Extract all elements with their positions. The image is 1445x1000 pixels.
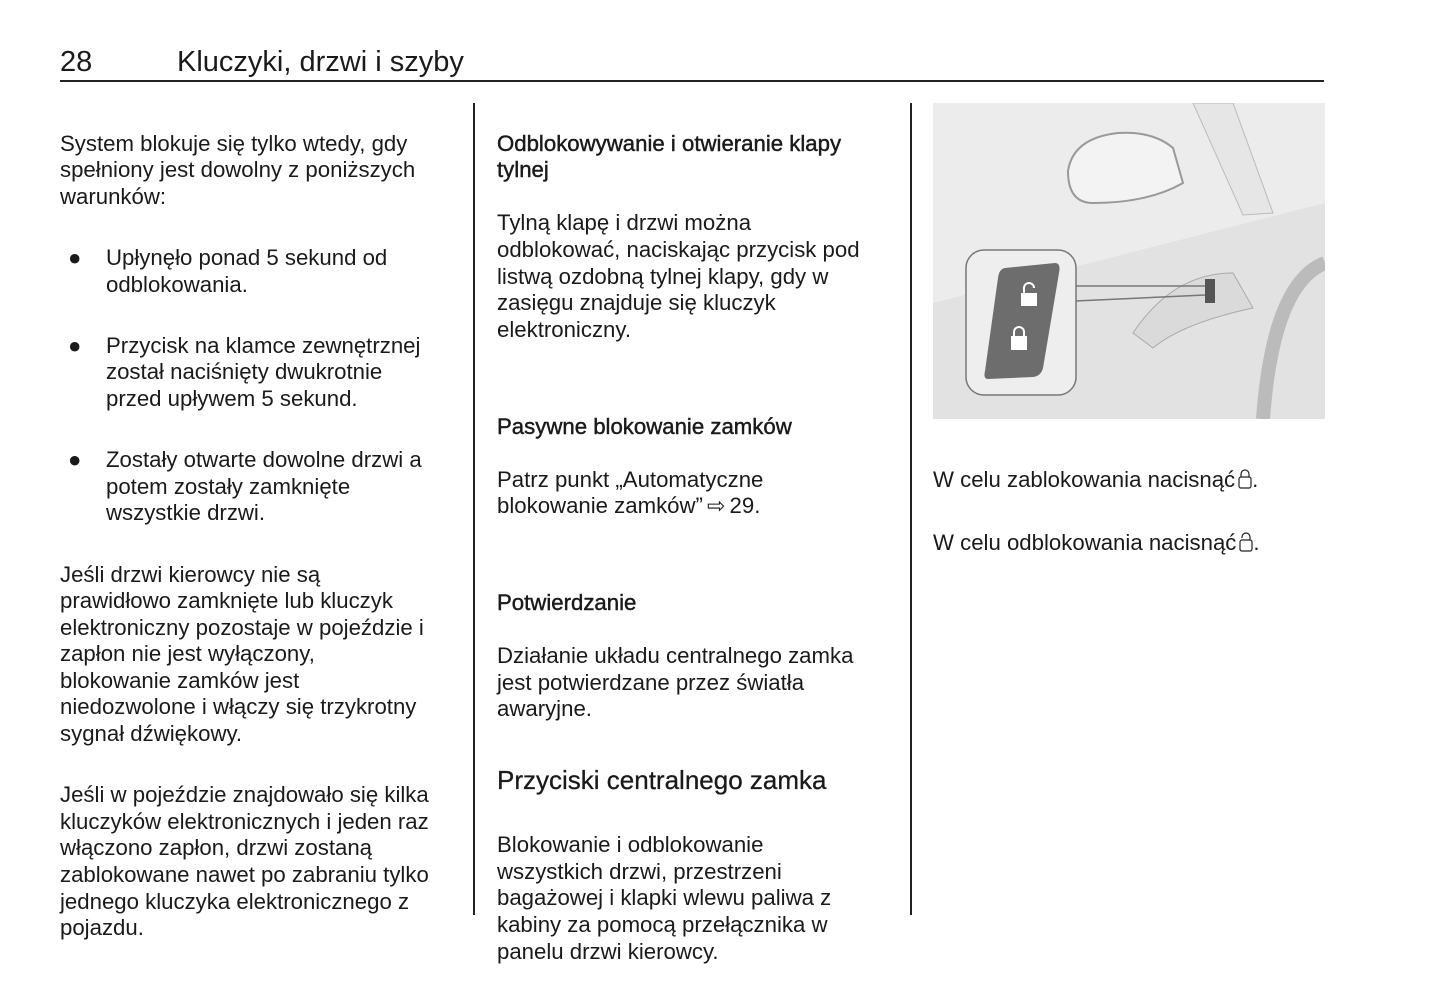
unlock-instruction: W celu odblokowania nacisnąć . <box>933 530 1353 559</box>
column-divider <box>473 103 475 915</box>
subheading-passive-locking: Pasywne blokowanie zamków <box>497 413 792 439</box>
list-item: ● Upłynęło ponad 5 sekund od odblokowania. <box>68 244 388 297</box>
paragraph: Jeśli drzwi kierowcy nie są prawidłowo zamknięte lub kluczyk elektroniczny pozostaje w pojeździe i zapłon nie jest wyłączony, blokowanie zamków jest niedozwolone i włączy się trzykrotny sygnał dźwiękowy. <box>60 561 424 747</box>
subheading-confirmation: Potwierdzanie <box>497 590 637 616</box>
paragraph: Tylną klapę i drzwi można odblokować, naciskając przycisk pod listwą ozdobną tylnej klapy, gdy w zasięgu znajduje się kluczyk elektroniczny. <box>497 210 860 342</box>
paragraph: Działanie układu centralnego zamka jest potwierdzane przez światła awaryjne. <box>497 643 854 722</box>
paragraph: Patrz punkt „Automatyczne blokowanie zamków” ⇨ 29. <box>497 466 764 519</box>
list-item: ● Przycisk na klamce zewnętrznej został naciśnięty dwukrotnie przed upływem 5 sekund. <box>68 332 421 411</box>
column-1 <box>60 104 460 976</box>
paragraph: Blokowanie i odblokowanie wszystkich drzwi, przestrzeni bagażowej i klapki wlewu paliwa z kabiny za pomocą przełącznika w panelu drzwi kierowcy. <box>497 832 832 964</box>
intro-paragraph: System blokuje się tylko wtedy, gdy spełniony jest dowolny z poniższych warunków: <box>60 130 416 209</box>
page-number: 28 <box>60 46 93 78</box>
subheading-tailgate: Odblokowywanie i otwieranie klapy tylnej <box>497 130 842 183</box>
paragraph: Jeśli w pojeździe znajdowało się kilka kluczyków elektronicznych i jeden raz włączono zapłon, drzwi zostaną zablokowane nawet po zabraniu tylko jednego kluczyka elektronicznego z pojazdu. <box>60 782 429 941</box>
section-title: Przyciski centralnego zamka <box>497 764 827 795</box>
lock-instruction: W celu zablokowania nacisnąć . <box>933 467 1353 496</box>
header-rule <box>60 80 1324 82</box>
lock-icon <box>1238 469 1252 496</box>
column-3 <box>933 104 1333 555</box>
column-divider <box>910 103 912 915</box>
column-2 <box>497 104 897 1000</box>
unlock-icon <box>1239 532 1253 559</box>
page-reference-link[interactable]: 29. <box>729 493 761 519</box>
list-item: ● Zostały otwarte dowolne drzwi a potem zostały zamknięte wszystkie drzwi. <box>68 447 422 526</box>
chapter-title: Kluczyki, drzwi i szyby <box>177 46 464 78</box>
page-reference-arrow-icon: ⇨ <box>706 493 726 519</box>
